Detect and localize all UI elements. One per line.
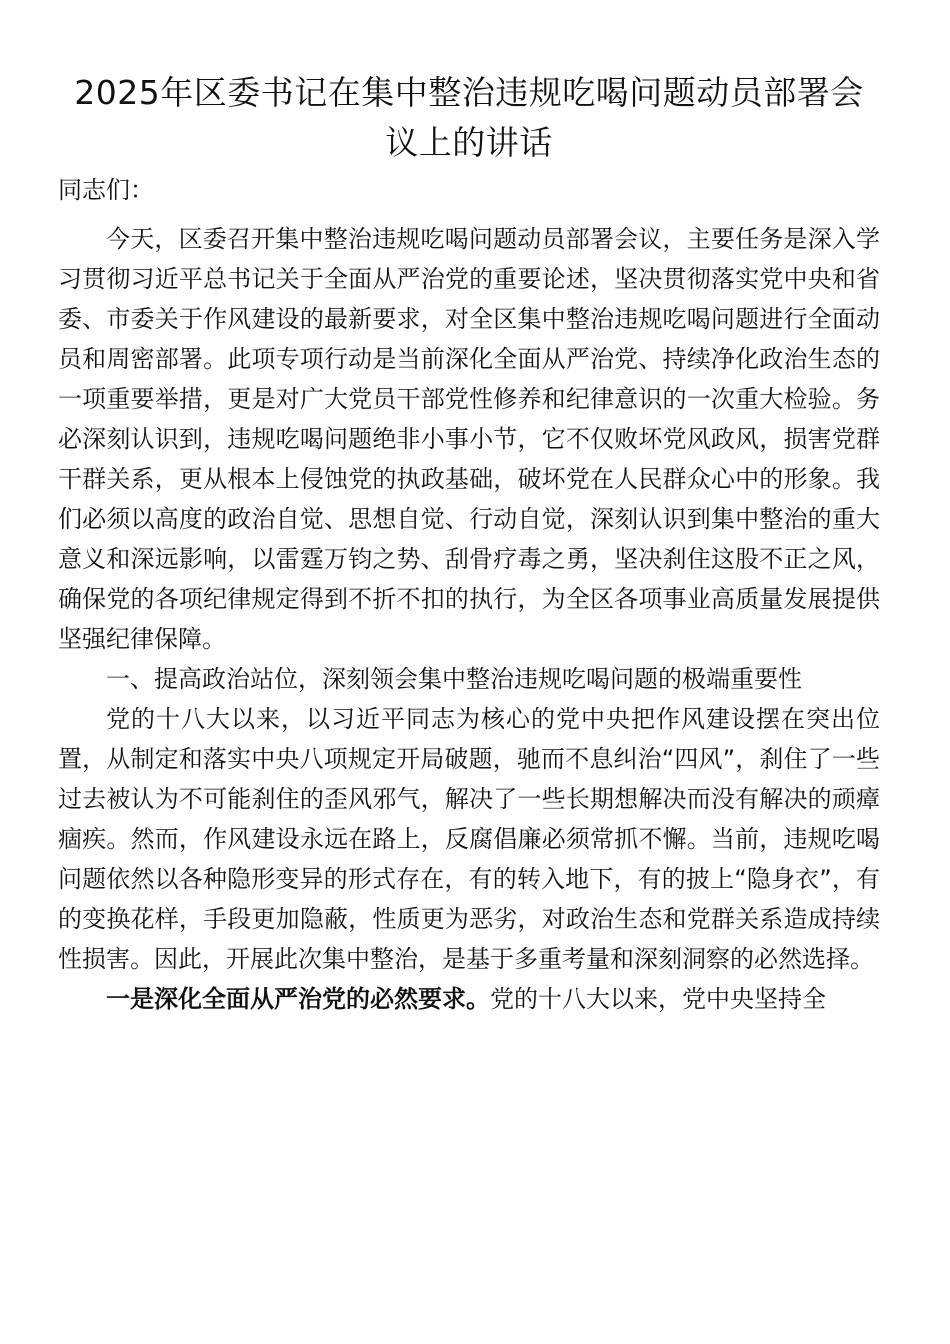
salutation: 同志们： xyxy=(58,176,154,204)
document-title: 2025年区委书记在集中整治违规吃喝问题动员部署会议上的讲话 xyxy=(74,73,864,162)
point-one-text: 党的十八大以来，党中央坚持全 xyxy=(490,985,826,1013)
document-page xyxy=(58,68,880,1019)
point-one-lead: 一是深化全面从严治党的必然要求。 xyxy=(106,985,490,1013)
section-heading: 一、提高政治站位，深刻领会集中整治违规吃喝问题的极端重要性 xyxy=(106,665,802,693)
intro-paragraph: 今天，区委召开集中整治违规吃喝问题动员部署会议，主要任务是深入学习贯彻习近平总书记关于全面从严治党的重要论述，坚决贯彻落实党中央和省委、市委关于作风建设的最新要求，对全区集中整治违规吃喝问题进行全面动员和周密部署。此项专项行动是当前深化全面从严治党、持续净化政治生态的一项重要举措，更是对广大党员干部党性修养和纪律意识的一次重大检验。务必深刻认识到，违规吃喝问题绝非小事小节，它不仅败坏党风政风，损害党群干群关系，更从根本上侵蚀党的执政基础，破坏党在人民群众心中的形象。我们必须以高度的政治自觉、思想自觉、行动自觉，深刻认识到集中整治的重大意义和深远影响，以雷霆万钧之势、刮骨疗毒之勇，坚决刹住这股不正之风，确保党的各项纪律规定得到不折不扣的执行，为全区各项事业高质量发展提供坚强纪律保障。 xyxy=(58,225,880,653)
point-one-paragraph xyxy=(58,979,880,1019)
section-paragraph: 党的十八大以来，以习近平同志为核心的党中央把作风建设摆在突出位置，从制定和落实中央八项规定开局破题，驰而不息纠治“四风”，刹住了一些过去被认为不可能刹住的歪风邪气，解决了一些长期想解决而没有解决的顽瘴痼疾。然而，作风建设永远在路上，反腐倡廉必须常抓不懈。当前，违规吃喝问题依然以各种隐形变异的形式存在，有的转入地下，有的披上“隐身衣”，有的变换花样，手段更加隐蔽，性质更为恶劣，对政治生态和党群关系造成持续性损害。因此，开展此次集中整治，是基于多重考量和深刻洞察的必然选择。 xyxy=(58,705,880,973)
